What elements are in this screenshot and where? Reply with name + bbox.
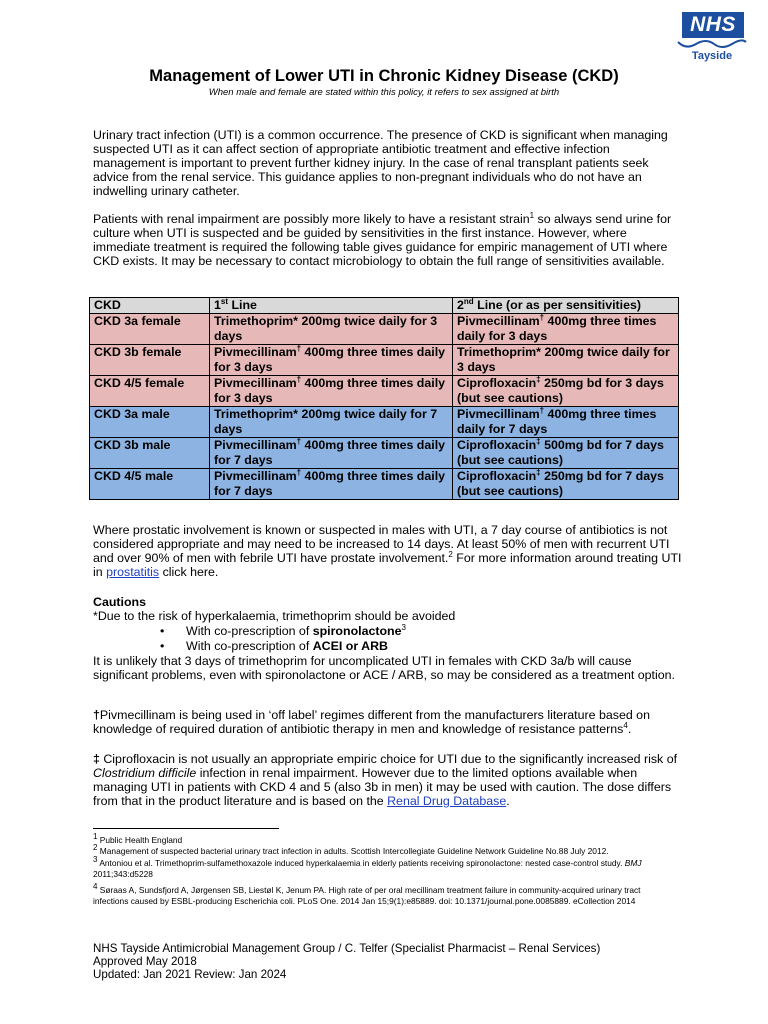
cautions-heading: Cautions <box>93 595 147 609</box>
resistance-paragraph: Patients with renal impairment are possibly more likely to have a resistant strain$^1$ so always send urine for culture when UTI is suspected and be guided by sensitivities in the first instance. However, where immediate treatment is required the following table gives guidance for empiric management of UTI where CKD exists. It may be necessary to contact microbiology to obtain the full range of sensitivities available. <box>93 210 672 268</box>
table-header-row <box>90 298 679 314</box>
footnote-divider <box>93 828 279 829</box>
ckd-stage-cell: CKD 4/5 female <box>90 376 210 407</box>
bullet-icon: • <box>160 624 165 638</box>
ckd-stage-cell: CKD 3a female <box>90 314 210 345</box>
ckd-stage-cell: CKD 4/5 male <box>90 469 210 500</box>
table-row <box>90 376 679 407</box>
header-ckd: CKD <box>90 298 210 314</box>
ckd-antibiotic-table <box>89 297 679 500</box>
footnote-3: $^3$ Antoniou et al. Trimethoprim-sulfamethoxazole induced hyperkalaemia in elderly patients receiving spironolactone: nested case-control study. BMJ 2011;343:d5228 <box>93 855 642 879</box>
list-item: • With co-prescription of spironolactone$^3$ <box>160 622 406 638</box>
footnote-1: $^1$ Public Health England <box>93 832 183 845</box>
table-row <box>90 407 679 438</box>
footer-approved: Approved May 2018 <box>93 955 197 968</box>
intro-paragraph: Urinary tract infection (UTI) is a common occurrence. The presence of CKD is significant when managing suspected UTI as it can affect section of appropriate antibiotic treatment and effective infection management is important to prevent further kidney injury. In the case of renal transplant patients seek advice from the renal service. This guidance applies to non-pregnant individuals who do not have an indwelling urinary catheter. <box>93 128 668 198</box>
first-line-cell: Pivmecillinam† 400mg three times daily for 7 days <box>210 438 453 469</box>
nhs-tayside-logo <box>676 12 748 64</box>
second-line-cell: Pivmecillinam† 400mg three times daily for 7 days <box>453 407 679 438</box>
second-line-cell: Ciprofloxacin‡ 500mg bd for 7 days (but see cautions) <box>453 438 679 469</box>
footnote-4: $^4$ Søraas A, Sundsfjord A, Jørgensen SB, Liestøl K, Jenum PA. High rate of per oral mecillinam treatment failure in community-acquired urinary tract infections caused by ESBL-producing Escherichia coli. PLoS One. 2014 Jan 15;9(1):e85889. doi: 10.1371/journal.pone.0085889. eCollection 2014 <box>93 882 641 906</box>
prostatitis-link[interactable]: prostatitis <box>106 565 160 579</box>
table-row <box>90 469 679 500</box>
bullet-icon: • <box>160 639 165 653</box>
ciprofloxacin-note: ‡ Ciprofloxacin is not usually an appropriate empiric choice for UTI due to the significantly increased risk of Clostridium difficile infection in renal impairment. However due to the limited options available when managing UTI in patients with CKD 4 and 5 (also 3b in men) it may be used with caution. The dose differs from that in the product literature and is based on the Renal Drug Database. <box>93 752 678 808</box>
page-subtitle: When male and female are stated within this policy, it refers to sex assigned at birth <box>208 87 560 98</box>
first-line-cell: Pivmecillinam† 400mg three times daily for 3 days <box>210 345 453 376</box>
list-item: • With co-prescription of ACEI or ARB <box>160 639 388 653</box>
logo-org-name: Tayside <box>691 50 733 62</box>
prostatic-paragraph: Where prostatic involvement is known or suspected in males with UTI, a 7 day course of antibiotics is not considered appropriate and may need to be increased to 14 days. At least 50% of men with recurrent UTI and over 90% of men with febrile UTI have prostate involvement.$^2$ For more information around treating UTI in prostatitis click here. <box>93 523 682 579</box>
second-line-cell: Pivmecillinam† 400mg three times daily for 3 days <box>453 314 679 345</box>
table-row <box>90 345 679 376</box>
first-line-cell: Trimethoprim* 200mg twice daily for 7 days <box>210 407 453 438</box>
footer-updated: Updated: Jan 2021 Review: Jan 2024 <box>93 968 287 981</box>
header-first-line: 1st Line <box>210 298 453 314</box>
second-line-cell: Ciprofloxacin‡ 250mg bd for 7 days (but see cautions) <box>453 469 679 500</box>
header-second-line: 2nd Line (or as per sensitivities) <box>453 298 679 314</box>
second-line-cell: Trimethoprim* 200mg twice daily for 3 days <box>453 345 679 376</box>
first-line-cell: Trimethoprim* 200mg twice daily for 3 days <box>210 314 453 345</box>
table-row <box>90 314 679 345</box>
ckd-stage-cell: CKD 3b female <box>90 345 210 376</box>
footer-authors: NHS Tayside Antimicrobial Management Group / C. Telfer (Specialist Pharmacist – Renal Services) <box>93 942 601 955</box>
first-line-cell: Pivmecillinam† 400mg three times daily for 7 days <box>210 469 453 500</box>
ckd-stage-cell: CKD 3b male <box>90 438 210 469</box>
first-line-cell: Pivmecillinam† 400mg three times daily for 3 days <box>210 376 453 407</box>
second-line-cell: Ciprofloxacin‡ 250mg bd for 3 days (but see cautions) <box>453 376 679 407</box>
page-title: Management of Lower UTI in Chronic Kidney Disease (CKD) <box>149 67 619 85</box>
pivmecillinam-note: †Pivmecillinam is being used in ‘off label’ regimes different from the manufacturers literature based on knowledge of required duration of antibiotic therapy in men and knowledge of resistance patterns$^4$. <box>93 708 650 736</box>
nhs-logo-mark: NHS <box>682 12 744 38</box>
cautions-bullet-list <box>160 624 406 654</box>
trimethoprim-note: It is unlikely that 3 days of trimethoprim for uncomplicated UTI in females with CKD 3a/b will cause significant problems, even with spironolactone or ACE / ARB, so may be considered as a treatment option. <box>93 654 675 682</box>
wave-icon <box>676 38 748 50</box>
cautions-intro: *Due to the risk of hyperkalaemia, trimethoprim should be avoided <box>93 609 456 623</box>
table-row <box>90 438 679 469</box>
document-footer <box>93 942 600 981</box>
renal-drug-database-link[interactable]: Renal Drug Database <box>387 794 507 808</box>
ckd-stage-cell: CKD 3a male <box>90 407 210 438</box>
footnote-2: $^2$ Management of suspected bacterial urinary tract infection in adults. Scottish Intercollegiate Guideline Network Guideline No.88 July 2012. <box>93 843 609 856</box>
